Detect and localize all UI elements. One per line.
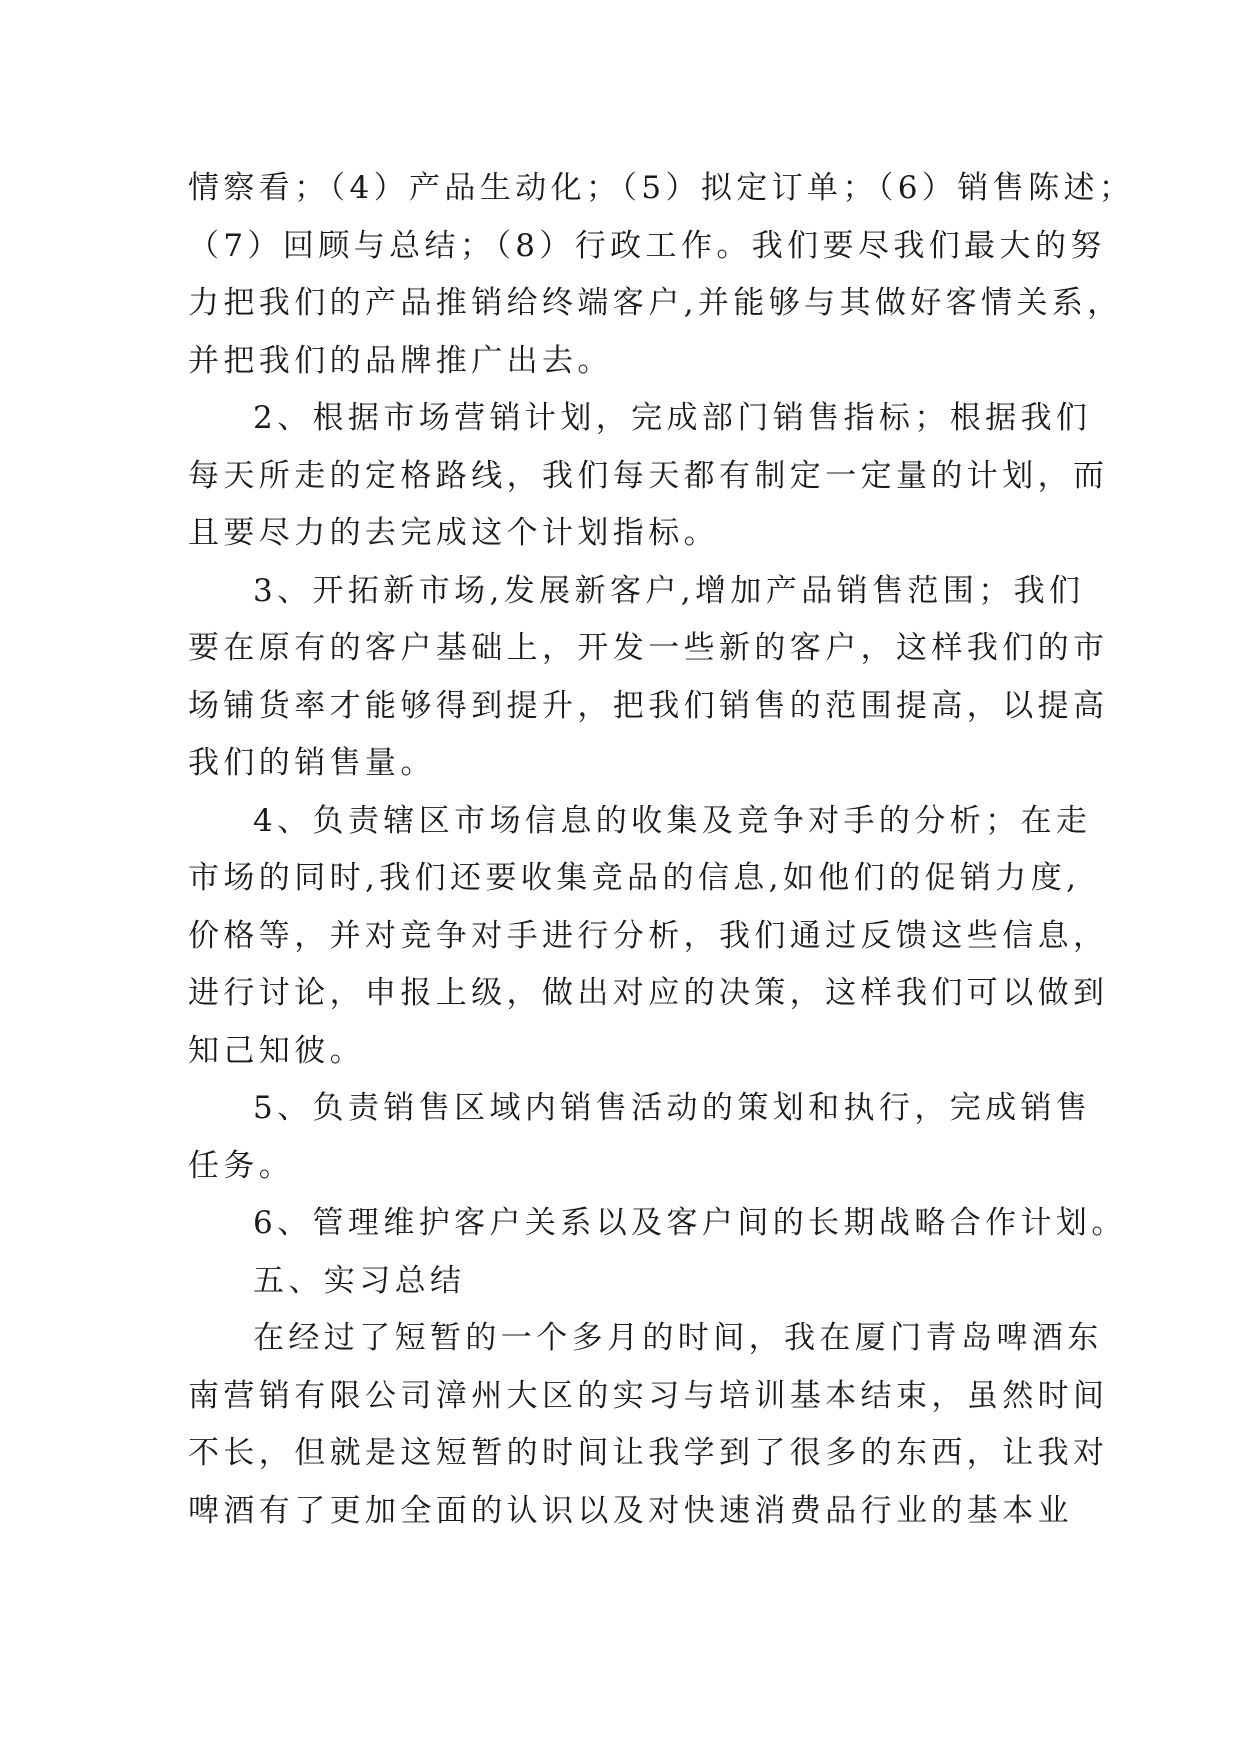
text-line: 力把我们的产品推销给终端客户,并能够与其做好客情关系， xyxy=(188,285,1123,321)
text-line: （7）回顾与总结；（8）行政工作。我们要尽我们最大的努 xyxy=(188,227,1106,264)
text-line: 市场的同时,我们还要收集竞品的信息,如他们的促销力度, xyxy=(188,860,1081,896)
text-line: 情察看；（4）产品生动化；（5）拟定订单；（6）销售陈述； xyxy=(188,170,1135,206)
paragraph-start-line: 6、管理维护客户关系以及客户间的长期战略合作计划。 xyxy=(253,1205,1127,1241)
text-line: 不长，但就是这短暂的时间让我学到了很多的东西，让我对 xyxy=(188,1435,1109,1471)
text-line: 且要尽力的去完成这个计划指标。 xyxy=(188,515,719,551)
paragraph-start-line: 在经过了短暂的一个多月的时间，我在厦门青岛啤酒东 xyxy=(253,1320,1103,1356)
section-heading: 五、实习总结 xyxy=(253,1262,466,1299)
paragraph-start-line: 3、开拓新市场,发展新客户,增加产品销售范围；我们 xyxy=(253,572,1085,609)
text-line: 知己知彼。 xyxy=(188,1032,365,1069)
text-line: 价格等，并对竞争对手进行分析，我们通过反馈这些信息， xyxy=(188,917,1109,954)
body-text xyxy=(188,160,1135,1540)
paragraph-start-line: 5、负责销售区域内销售活动的策划和执行，完成销售 xyxy=(253,1090,1092,1126)
text-line: 场铺货率才能够得到提升，把我们销售的范围提高，以提高 xyxy=(188,687,1109,724)
text-line: 要在原有的客户基础上，开发一些新的客户，这样我们的市 xyxy=(188,630,1109,666)
text-line: 每天所走的定格路线，我们每天都有制定一定量的计划，而 xyxy=(188,457,1109,494)
text-line: 我们的销售量。 xyxy=(188,745,436,781)
paragraph-start-line: 4、负责辖区市场信息的收集及竞争对手的分析；在走 xyxy=(253,802,1092,839)
paragraph-start-line: 2、根据市场营销计划，完成部门销售指标；根据我们 xyxy=(253,400,1092,436)
text-line: 南营销有限公司漳州大区的实习与培训基本结束，虽然时间 xyxy=(188,1377,1109,1414)
text-line: 啤酒有了更加全面的认识以及对快速消费品行业的基本业 xyxy=(188,1492,1073,1529)
text-line: 进行讨论，申报上级，做出对应的决策，这样我们可以做到 xyxy=(188,975,1109,1011)
text-line: 并把我们的品牌推广出去。 xyxy=(188,342,613,379)
text-line: 任务。 xyxy=(188,1147,295,1184)
